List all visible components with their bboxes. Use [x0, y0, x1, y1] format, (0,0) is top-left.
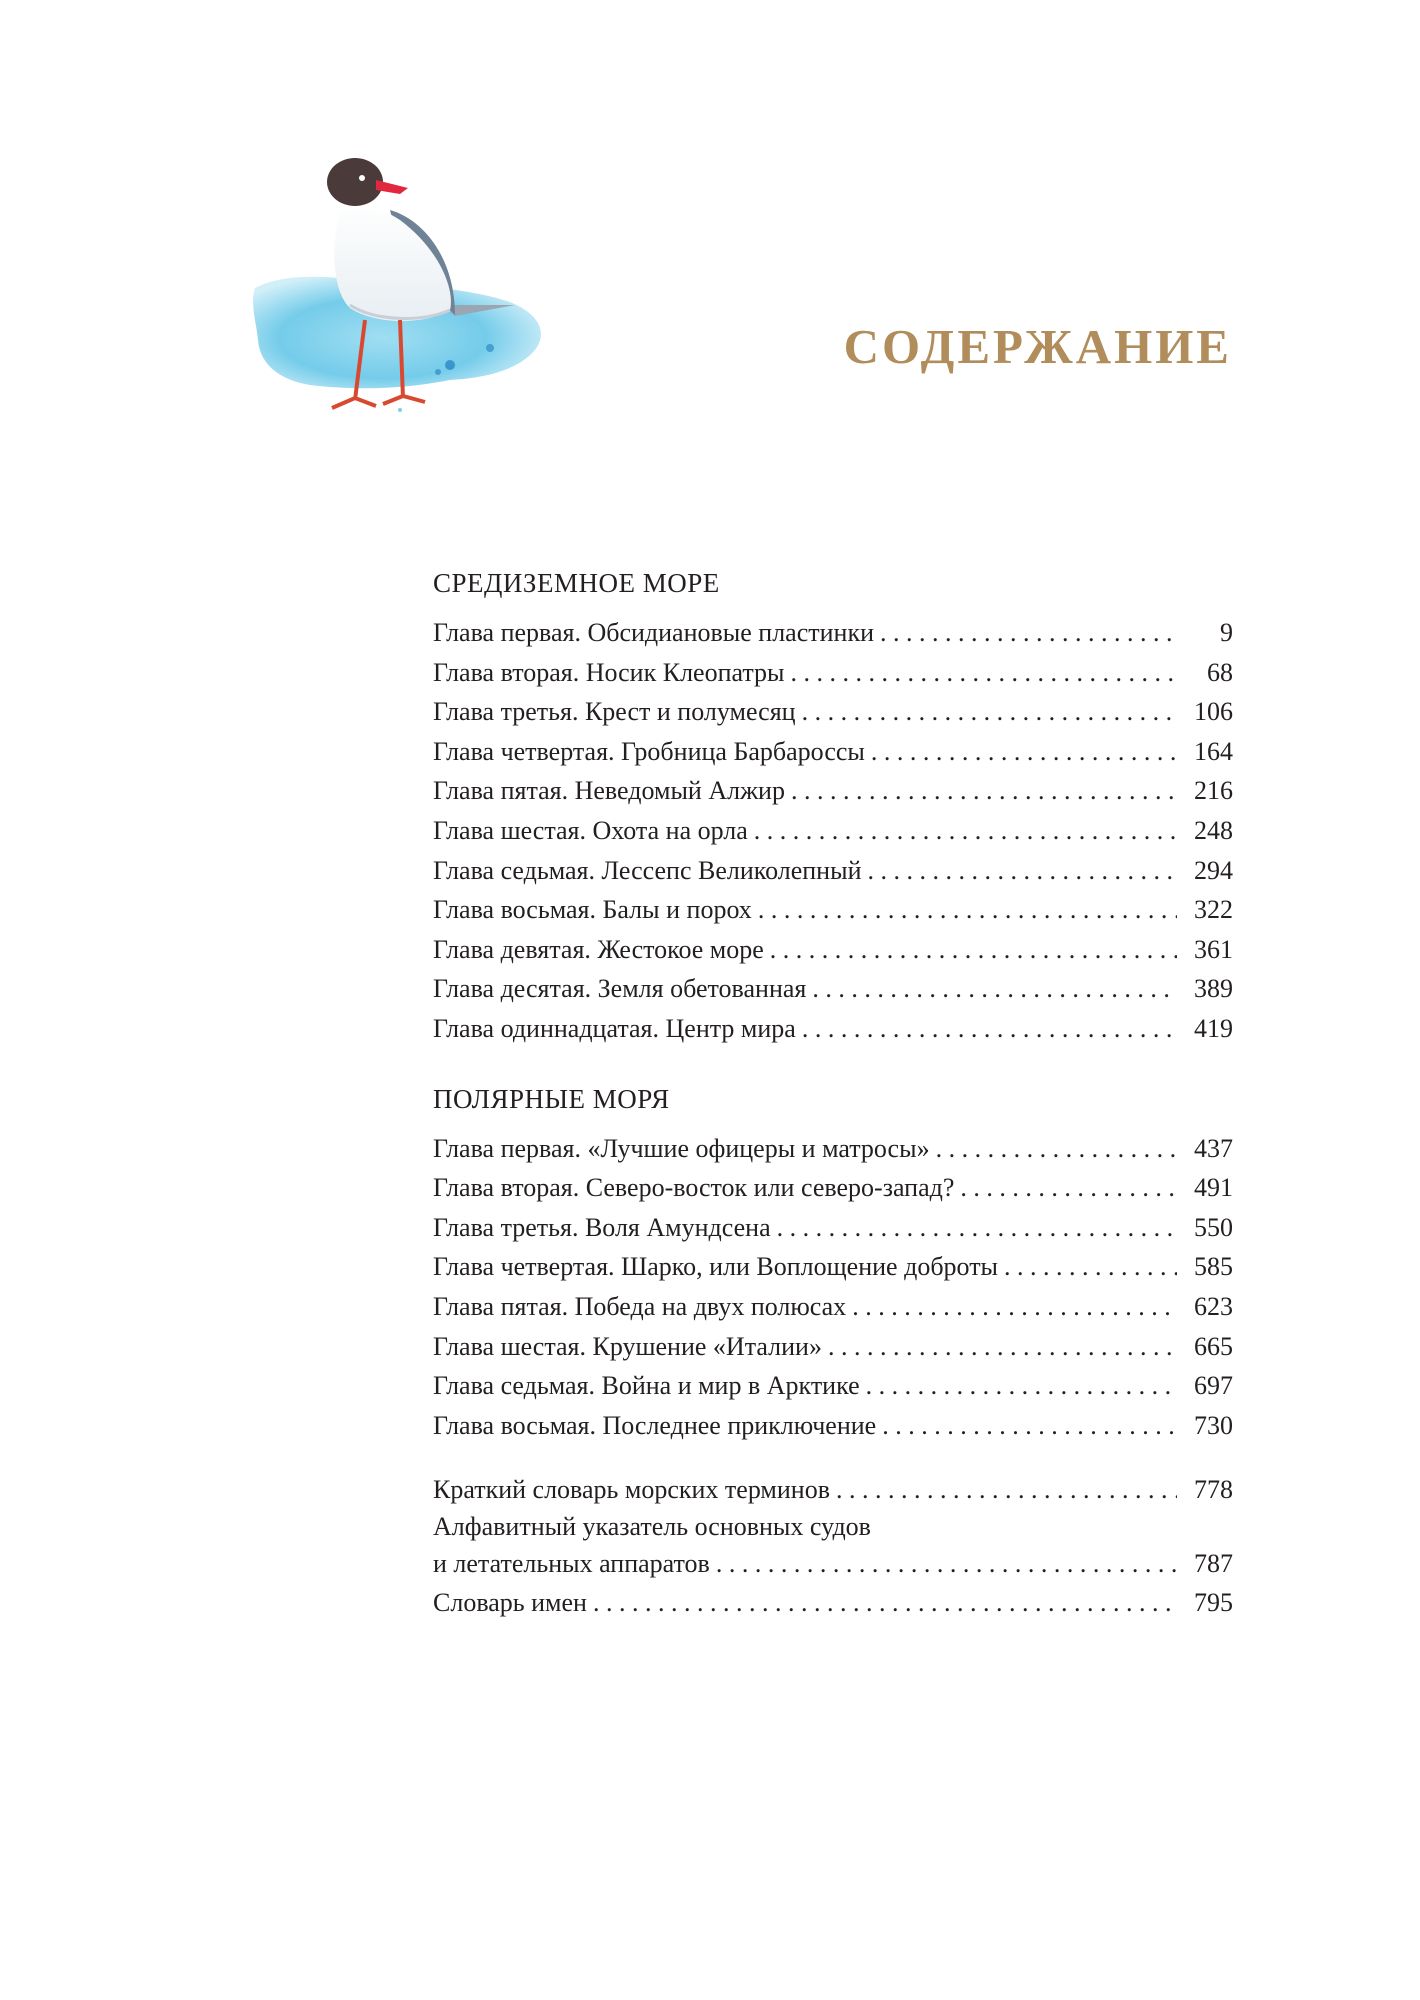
toc-entry[interactable]	[433, 1009, 1233, 1049]
toc-entry[interactable]	[433, 851, 1233, 891]
toc-entry-page: 419	[1194, 1013, 1233, 1043]
toc-entry-label: Глава девятая. Жестокое море	[433, 934, 764, 964]
toc-entry-label: Глава третья. Воля Амундсена	[433, 1212, 771, 1242]
section-title: СРЕДИЗЕМНОЕ МОРЕ	[433, 568, 720, 598]
toc-entry-label: Краткий словарь морских терминов	[433, 1475, 830, 1505]
toc-entry-page: 585	[1194, 1252, 1233, 1282]
toc-entry-label: Глава третья. Крест и полумесяц	[433, 697, 796, 727]
toc-entry-page: 730	[1194, 1410, 1233, 1440]
toc-entry[interactable]	[433, 1406, 1233, 1446]
toc-entry-label: Глава первая. «Лучшие офицеры и матросы»	[433, 1133, 930, 1163]
toc-entry-label: Глава четвертая. Гробница Барбароссы	[433, 736, 865, 766]
toc-entry[interactable]	[433, 1168, 1233, 1208]
section-title: ПОЛЯРНЫЕ МОРЯ	[433, 1083, 670, 1114]
toc-entry-page: 164	[1194, 736, 1233, 766]
dot-leader	[936, 1129, 1177, 1169]
toc-entry-label: Словарь имен	[433, 1588, 587, 1618]
dot-leader	[871, 732, 1177, 772]
dot-leader	[791, 771, 1177, 811]
dot-leader	[758, 890, 1177, 930]
toc-entry-page: 550	[1194, 1212, 1233, 1242]
dot-leader	[866, 1366, 1177, 1406]
toc-entry[interactable]	[433, 613, 1233, 653]
toc-entry-page: 787	[1194, 1548, 1233, 1578]
toc-entry-page: 437	[1194, 1133, 1233, 1163]
toc-entry-page: 795	[1194, 1588, 1233, 1618]
toc-entry-page: 623	[1194, 1291, 1233, 1321]
dot-leader	[880, 613, 1177, 653]
toc-entry-ship-index[interactable]	[433, 1510, 1233, 1584]
dot-leader	[882, 1406, 1177, 1446]
dot-leader	[1004, 1247, 1177, 1287]
page-title: СОДЕРЖАНИЕ	[843, 319, 1232, 374]
toc-entry-label: Глава первая. Обсидиановые пластинки	[433, 618, 874, 647]
toc-entry-label: Глава седьмая. Война и мир в Арктике	[433, 1371, 860, 1401]
toc-entry-name-index[interactable]	[433, 1583, 1233, 1623]
toc-entry-page: 294	[1194, 855, 1233, 885]
toc-entry-label: и летательных аппаратов	[433, 1548, 710, 1578]
toc-entry-page: 491	[1194, 1173, 1233, 1203]
toc-entry[interactable]	[433, 1366, 1233, 1406]
toc-entry-label: Глава десятая. Земля обетованная	[433, 974, 807, 1004]
dot-leader	[828, 1327, 1177, 1367]
dot-leader	[812, 969, 1177, 1009]
toc-entry-label: Глава одиннадцатая. Центр мира	[433, 1013, 796, 1043]
toc-entry[interactable]	[433, 771, 1233, 811]
toc-entry[interactable]	[433, 692, 1233, 732]
toc-entry[interactable]	[433, 1287, 1233, 1327]
toc-entry-page: 665	[1194, 1331, 1233, 1361]
toc-entry-label: Глава вторая. Носик Клеопатры	[433, 657, 785, 687]
toc-entry-label: Глава седьмая. Лессепс Великолепный	[433, 855, 862, 885]
dot-leader	[593, 1583, 1177, 1623]
toc-entry[interactable]	[433, 732, 1233, 772]
toc-entry-page: 68	[1207, 657, 1233, 687]
toc-entry[interactable]	[433, 1208, 1233, 1248]
toc-entry[interactable]	[433, 1327, 1233, 1367]
toc-entry-label: Глава восьмая. Последнее приключение	[433, 1410, 877, 1440]
toc-entry-label: Глава шестая. Охота на орла	[433, 815, 748, 845]
toc-entry-label: Глава пятая. Победа на двух полюсах	[433, 1291, 847, 1321]
table-of-contents	[433, 563, 1233, 1623]
dot-leader	[802, 692, 1177, 732]
toc-entry-label: Глава восьмая. Балы и порох	[433, 895, 752, 925]
seagull-watercolor-icon	[250, 140, 570, 450]
toc-entry[interactable]	[433, 653, 1233, 693]
dot-leader	[836, 1470, 1177, 1510]
toc-entry-label: Глава четвертая. Шарко, или Воплощение доброты	[433, 1252, 999, 1282]
spacer	[433, 1049, 1233, 1079]
toc-entry-page: 322	[1194, 895, 1233, 925]
toc-entry[interactable]	[433, 1247, 1233, 1287]
toc-entry-page: 248	[1194, 815, 1233, 845]
toc-entry[interactable]	[433, 969, 1233, 1009]
toc-entry-page: 389	[1194, 974, 1233, 1004]
toc-entry[interactable]	[433, 930, 1233, 970]
toc-entry-page: 361	[1194, 934, 1233, 964]
toc-entry-label: Глава шестая. Крушение «Италии»	[433, 1331, 822, 1361]
dot-leader	[867, 851, 1177, 891]
toc-entry[interactable]	[433, 890, 1233, 930]
dot-leader	[852, 1287, 1177, 1327]
dot-leader	[770, 930, 1177, 970]
toc-entry-label: Глава пятая. Неведомый Алжир	[433, 776, 785, 806]
dot-leader	[802, 1009, 1177, 1049]
toc-entry[interactable]	[433, 811, 1233, 851]
toc-entry-page: 106	[1194, 697, 1233, 727]
toc-entry-label-line1: Алфавитный указатель основных судов	[433, 1511, 871, 1541]
dot-leader	[777, 1208, 1177, 1248]
toc-entry-page: 697	[1194, 1371, 1233, 1401]
dot-leader	[754, 811, 1177, 851]
dot-leader	[716, 1544, 1177, 1584]
dot-leader	[960, 1168, 1177, 1208]
toc-entry-page: 9	[1220, 618, 1233, 647]
toc-entry-label: Глава вторая. Северо-восток или северо-запад?	[433, 1173, 955, 1203]
toc-entry[interactable]	[433, 1129, 1233, 1169]
dot-leader	[791, 653, 1177, 693]
toc-entry-glossary[interactable]	[433, 1470, 1233, 1510]
toc-entry-page: 216	[1194, 776, 1233, 806]
spacer	[433, 1445, 1233, 1470]
toc-entry-page: 778	[1194, 1475, 1233, 1505]
